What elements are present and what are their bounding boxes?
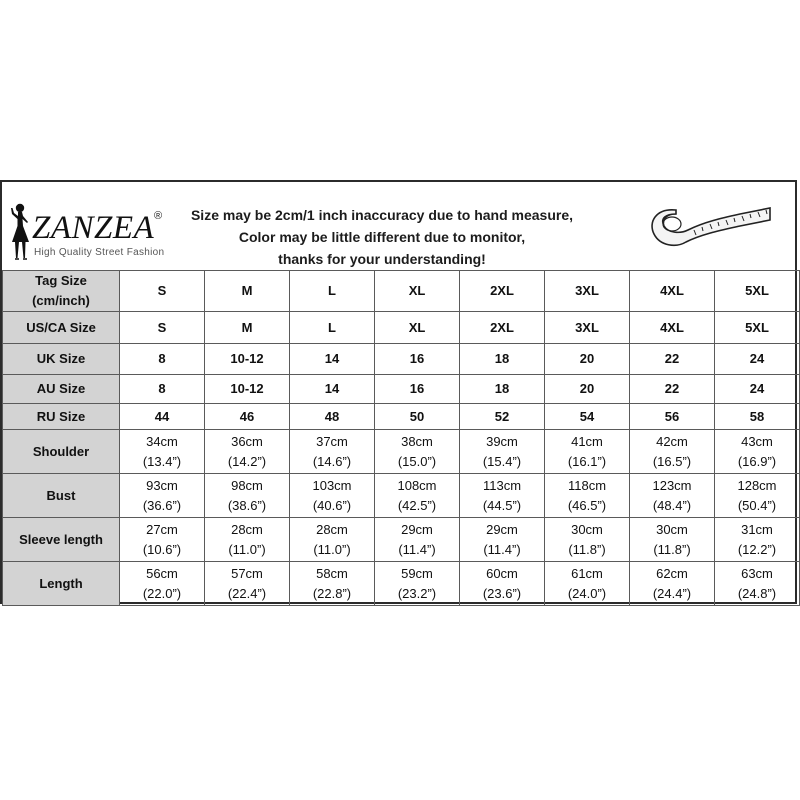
- measurement-cell: [205, 562, 290, 606]
- value-cm: 29cm: [486, 521, 518, 537]
- registered-mark: ®: [154, 210, 163, 222]
- measurement-cell: [715, 518, 800, 562]
- row-label-line: (cm/inch): [32, 293, 90, 308]
- value-inch: (11.4”): [483, 541, 521, 557]
- measurement-cell: [120, 518, 205, 562]
- value-cm: 59cm: [401, 565, 433, 581]
- size-cell: 10-12: [205, 375, 290, 404]
- size-cell: 8: [120, 344, 205, 375]
- size-cell: 16: [375, 375, 460, 404]
- value-cm: 28cm: [316, 521, 348, 537]
- value-inch: (13.4”): [142, 453, 182, 469]
- table-row-bust: [3, 474, 800, 518]
- value-cm: 123cm: [652, 477, 692, 493]
- value-inch: (16.9”): [737, 453, 777, 469]
- measurement-cell: [375, 430, 460, 474]
- measurement-rows: [3, 430, 800, 606]
- size-cell: 52: [460, 404, 545, 430]
- size-cell: 24: [715, 344, 800, 375]
- measurement-cell: [630, 430, 715, 474]
- row-label: [3, 404, 120, 430]
- value-cm: 108cm: [397, 477, 437, 493]
- size-cell: 54: [545, 404, 630, 430]
- measurement-notice: [187, 204, 577, 270]
- table-row-us-ca-size: [3, 312, 800, 344]
- value-cm: 61cm: [571, 565, 603, 581]
- size-cell: 16: [375, 344, 460, 375]
- value-inch: (11.0”): [228, 541, 266, 557]
- size-cell: L: [290, 271, 375, 312]
- size-cell: 20: [545, 344, 630, 375]
- value-cm: 39cm: [486, 433, 518, 449]
- value-inch: (22.0”): [142, 585, 182, 601]
- measurement-cell: [715, 474, 800, 518]
- size-cell: L: [290, 312, 375, 344]
- value-inch: (44.5”): [482, 497, 522, 513]
- row-label-line: AU Size: [36, 381, 86, 396]
- size-cell: 4XL: [630, 271, 715, 312]
- measurement-cell: [290, 518, 375, 562]
- value-inch: (50.4”): [737, 497, 777, 513]
- row-label: Bust: [3, 474, 120, 518]
- value-inch: (16.1”): [567, 453, 607, 469]
- value-cm: 28cm: [231, 521, 263, 537]
- value-cm: 41cm: [571, 433, 603, 449]
- value-cm: 63cm: [741, 565, 773, 581]
- value-inch: (12.2”): [737, 541, 777, 557]
- value-cm: 31cm: [741, 521, 773, 537]
- size-chart: [0, 180, 797, 604]
- value-cm: 42cm: [656, 433, 688, 449]
- row-label: Length: [3, 562, 120, 606]
- size-cell: 18: [460, 344, 545, 375]
- measurement-cell: [375, 518, 460, 562]
- size-cell: 22: [630, 375, 715, 404]
- size-cell: 48: [290, 404, 375, 430]
- size-cell: 10-12: [205, 344, 290, 375]
- size-cell: XL: [375, 312, 460, 344]
- size-cell: 22: [630, 344, 715, 375]
- chart-header: [2, 182, 795, 271]
- value-cm: 43cm: [741, 433, 773, 449]
- value-inch: (14.2”): [227, 453, 267, 469]
- measurement-cell: [205, 474, 290, 518]
- size-cell: 50: [375, 404, 460, 430]
- value-cm: 57cm: [231, 565, 263, 581]
- measurement-cell: [375, 474, 460, 518]
- brand-name: ZANZEA: [32, 210, 155, 246]
- table-row-ru-size: [3, 404, 800, 430]
- measurement-cell: [630, 474, 715, 518]
- measurement-cell: [630, 518, 715, 562]
- measurement-cell: [375, 562, 460, 606]
- row-label: Shoulder: [3, 430, 120, 474]
- measurement-cell: [205, 518, 290, 562]
- size-cell: M: [205, 271, 290, 312]
- measurement-cell: [205, 430, 290, 474]
- size-cell: 56: [630, 404, 715, 430]
- table-row-uk-size: [3, 344, 800, 375]
- value-inch: (24.0”): [567, 585, 607, 601]
- size-cell: 18: [460, 375, 545, 404]
- value-cm: 60cm: [486, 565, 518, 581]
- value-inch: (24.4”): [652, 585, 692, 601]
- value-inch: (10.6”): [142, 541, 182, 557]
- value-cm: 93cm: [146, 477, 178, 493]
- size-cell: 2XL: [460, 312, 545, 344]
- value-inch: (11.4”): [398, 541, 436, 557]
- table-row-sleeve-length: [3, 518, 800, 562]
- value-inch: (15.4”): [482, 453, 522, 469]
- value-inch: (22.4”): [227, 585, 267, 601]
- brand-tagline: High Quality Street Fashion: [34, 247, 165, 258]
- size-cell: 14: [290, 344, 375, 375]
- size-cell: 58: [715, 404, 800, 430]
- measurement-cell: [545, 562, 630, 606]
- size-cell: M: [205, 312, 290, 344]
- measurement-cell: [120, 562, 205, 606]
- size-cell: 46: [205, 404, 290, 430]
- value-inch: (42.5”): [397, 497, 437, 513]
- size-cell: 14: [290, 375, 375, 404]
- value-cm: 30cm: [656, 521, 688, 537]
- size-cell: 3XL: [545, 312, 630, 344]
- row-label: [3, 271, 120, 312]
- value-cm: 34cm: [146, 433, 178, 449]
- measurement-cell: [290, 430, 375, 474]
- value-inch: (23.2”): [397, 585, 437, 601]
- size-table: [2, 270, 800, 606]
- row-label-line: RU Size: [36, 408, 86, 424]
- row-label: [3, 312, 120, 344]
- measurement-cell: [460, 474, 545, 518]
- row-label: Sleeve length: [3, 518, 120, 562]
- size-cell: 24: [715, 375, 800, 404]
- measurement-cell: [545, 430, 630, 474]
- size-cell: 5XL: [715, 312, 800, 344]
- notice-line-2: Color may be little different due to monitor,: [238, 229, 526, 245]
- row-label-line: UK Size: [36, 351, 86, 366]
- notice-line-1: Size may be 2cm/1 inch inaccuracy due to hand measure,: [190, 207, 574, 223]
- value-cm: 29cm: [401, 521, 433, 537]
- table-row-shoulder: [3, 430, 800, 474]
- value-cm: 37cm: [316, 433, 348, 449]
- measurement-cell: [290, 474, 375, 518]
- value-inch: (11.8”): [568, 541, 606, 557]
- value-cm: 103cm: [312, 477, 352, 493]
- value-cm: 38cm: [401, 433, 433, 449]
- row-label: [3, 375, 120, 404]
- measurement-cell: [715, 430, 800, 474]
- size-rows: [3, 271, 800, 430]
- measurement-cell: [120, 474, 205, 518]
- size-cell: 44: [120, 404, 205, 430]
- value-inch: (48.4”): [652, 497, 692, 513]
- measurement-cell: [460, 430, 545, 474]
- value-cm: 58cm: [316, 565, 348, 581]
- table-row-au-size: [3, 375, 800, 404]
- measurement-cell: [460, 562, 545, 606]
- value-inch: (38.6”): [227, 497, 267, 513]
- measurement-cell: [120, 430, 205, 474]
- brand-logo: [6, 202, 166, 262]
- size-cell: 20: [545, 375, 630, 404]
- value-cm: 36cm: [231, 433, 263, 449]
- value-inch: (23.6”): [482, 585, 522, 601]
- value-cm: 128cm: [737, 477, 777, 493]
- value-inch: (11.8”): [653, 541, 691, 557]
- value-cm: 118cm: [567, 477, 607, 493]
- measurement-cell: [715, 562, 800, 606]
- measurement-cell: [545, 474, 630, 518]
- size-cell: XL: [375, 271, 460, 312]
- row-label: [3, 344, 120, 375]
- size-cell: 4XL: [630, 312, 715, 344]
- value-inch: (11.0”): [313, 541, 351, 557]
- size-cell: 8: [120, 375, 205, 404]
- value-cm: 30cm: [571, 521, 603, 537]
- notice-line-3: thanks for your understanding!: [278, 251, 486, 267]
- value-cm: 113cm: [482, 477, 522, 493]
- value-inch: (24.8”): [737, 585, 777, 601]
- value-inch: (22.8”): [312, 585, 352, 601]
- value-cm: 98cm: [231, 477, 263, 493]
- row-label-line: US/CA Size: [26, 319, 96, 335]
- size-cell: 2XL: [460, 271, 545, 312]
- value-inch: (36.6”): [142, 497, 182, 513]
- measuring-tape-icon: [642, 200, 774, 256]
- row-label-line: Tag Size: [35, 273, 87, 288]
- value-cm: 62cm: [656, 565, 688, 581]
- value-inch: (15.0”): [397, 453, 437, 469]
- measurement-cell: [460, 518, 545, 562]
- table-row-length: [3, 562, 800, 606]
- value-cm: 27cm: [146, 521, 178, 537]
- measurement-cell: [630, 562, 715, 606]
- size-cell: S: [120, 271, 205, 312]
- measurement-cell: [290, 562, 375, 606]
- size-cell: 3XL: [545, 271, 630, 312]
- value-inch: (14.6”): [312, 453, 352, 469]
- value-inch: (40.6”): [312, 497, 352, 513]
- value-inch: (16.5”): [652, 453, 692, 469]
- value-inch: (46.5”): [567, 497, 607, 513]
- value-cm: 56cm: [146, 565, 178, 581]
- size-cell: 5XL: [715, 271, 800, 312]
- table-row-tag-size: [3, 271, 800, 312]
- measurement-cell: [545, 518, 630, 562]
- size-cell: S: [120, 312, 205, 344]
